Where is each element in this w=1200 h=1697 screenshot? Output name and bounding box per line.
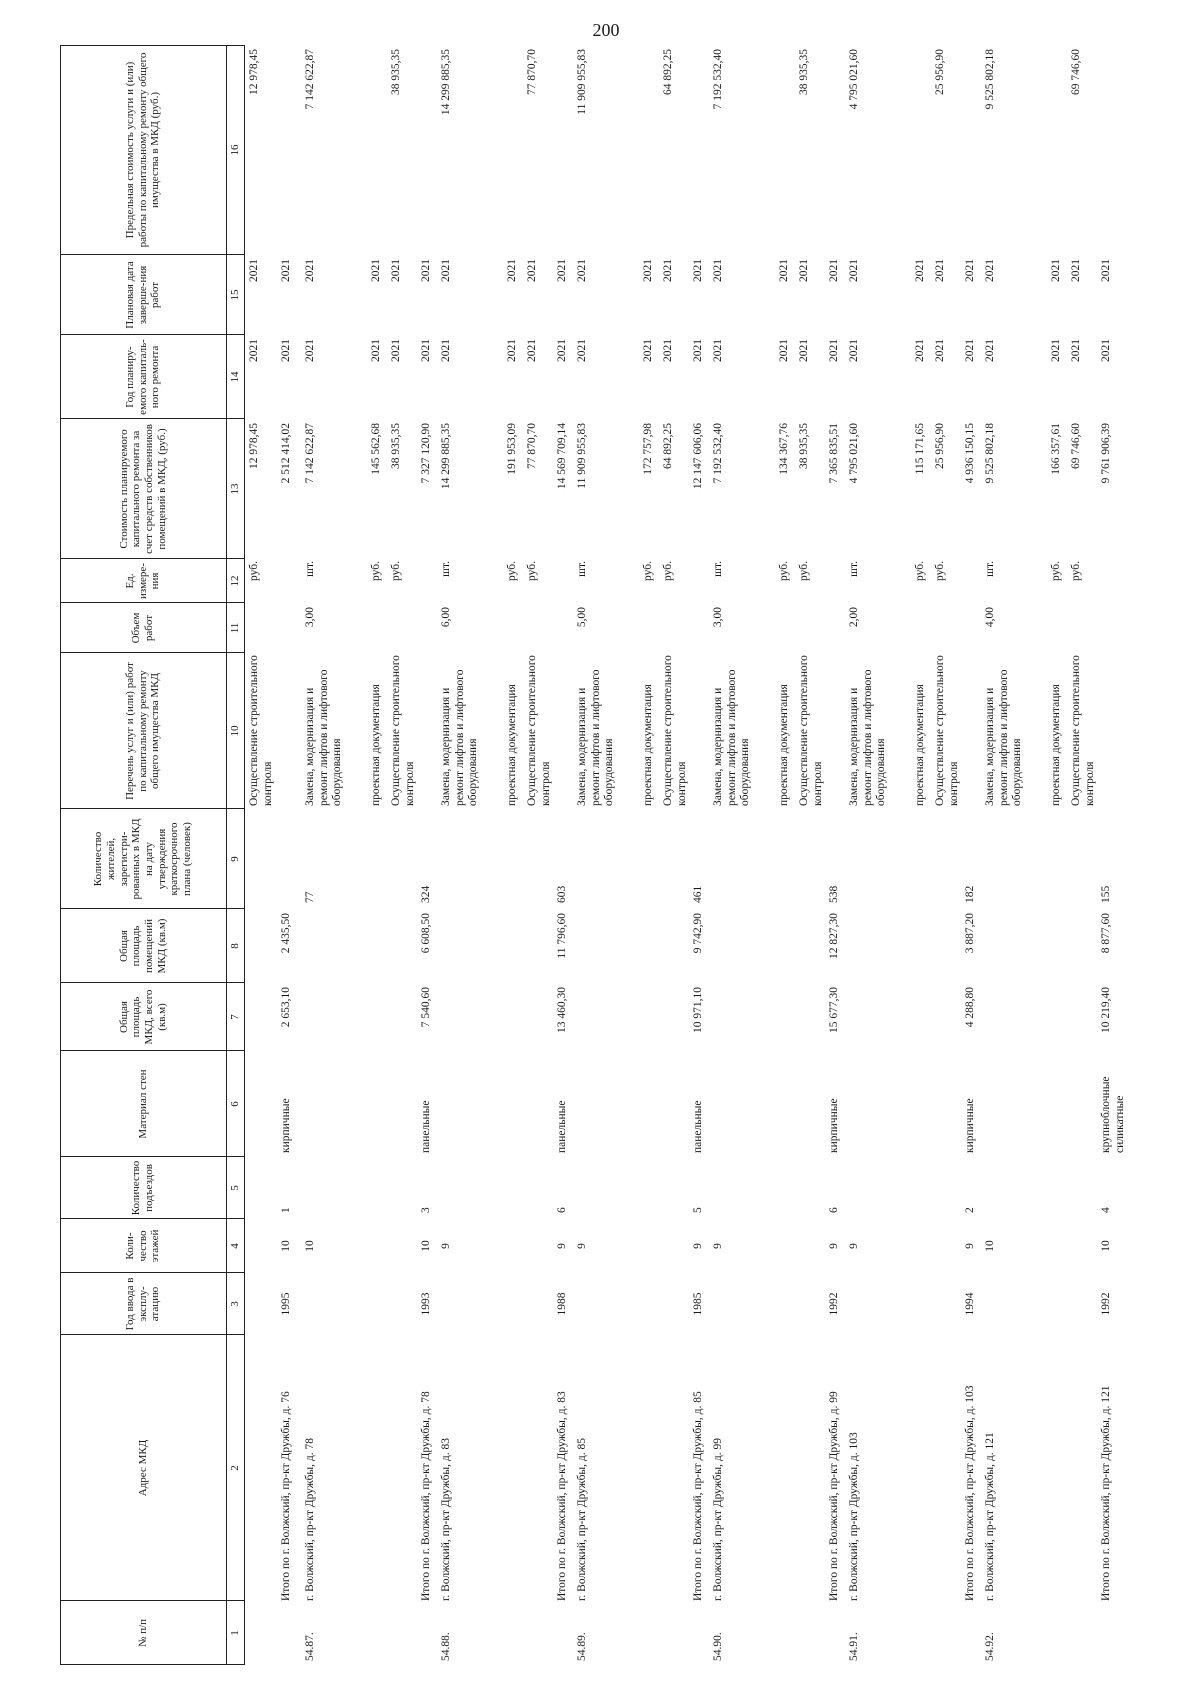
repair-year: 2021 bbox=[798, 339, 810, 362]
repair-year: 2021 bbox=[692, 339, 704, 362]
planned-cost: 25 956,90 bbox=[934, 423, 946, 469]
row-number: 54.88. bbox=[440, 1632, 452, 1661]
total-area: 2 653,10 bbox=[280, 987, 292, 1028]
max-cost: 7 192 532,40 bbox=[712, 49, 724, 110]
residents: 155 bbox=[1100, 885, 1112, 903]
work-volume: 5,00 bbox=[576, 607, 588, 628]
max-cost: 69 746,60 bbox=[1070, 49, 1082, 95]
planned-cost: 11 909 955,83 bbox=[576, 423, 588, 489]
work-item: Осуществление строительного контроля bbox=[934, 655, 960, 806]
header-residents: Количество жителей, зарегистри-рованных в МКД на дату утверждения краткосрочного плана (человек) bbox=[92, 818, 193, 900]
repair-year: 2021 bbox=[712, 339, 724, 362]
residents: 77 bbox=[304, 891, 316, 903]
completion-date: 2021 bbox=[712, 259, 724, 282]
planned-cost: 64 892,25 bbox=[662, 423, 674, 469]
address: Итого по г. Волжский, пр-кт Дружбы, д. 83 bbox=[556, 1391, 568, 1601]
row-number: 54.90. bbox=[712, 1632, 724, 1661]
max-cost: 7 142 622,87 bbox=[304, 49, 316, 110]
year-commissioned: 1995 bbox=[280, 1292, 292, 1316]
floors: 10 bbox=[984, 1240, 996, 1252]
work-item: Осуществление строительного контроля bbox=[1070, 655, 1096, 806]
floors: 9 bbox=[576, 1243, 588, 1249]
unit: руб. bbox=[934, 561, 946, 581]
wall-material: панельные bbox=[420, 1100, 432, 1153]
unit: руб. bbox=[506, 561, 518, 581]
entrances: 4 bbox=[1100, 1207, 1112, 1213]
completion-date: 2021 bbox=[556, 259, 568, 282]
entrances: 1 bbox=[280, 1207, 292, 1213]
header-premises-area: Общая площадь помещений МКД (кв.м) bbox=[117, 918, 168, 974]
entrances: 2 bbox=[964, 1207, 976, 1213]
address: Итого по г. Волжский, пр-кт Дружбы, д. 99 bbox=[828, 1391, 840, 1601]
year-commissioned: 1994 bbox=[964, 1292, 976, 1316]
unit: руб. bbox=[778, 561, 790, 581]
premises-area: 11 796,60 bbox=[556, 913, 568, 959]
wall-material: кирпичные bbox=[280, 1098, 292, 1153]
header-works-list: Перечень услуг и (или) работ по капитальному ремонту общего имущества МКД bbox=[124, 662, 162, 800]
completion-date: 2021 bbox=[506, 259, 518, 282]
work-item: проектная документация bbox=[506, 684, 518, 806]
entrances: 6 bbox=[828, 1207, 840, 1213]
completion-date: 2021 bbox=[420, 259, 432, 282]
unit: шт. bbox=[712, 561, 724, 577]
work-item: Замена, модернизация и ремонт лифтов и лифтового оборудования bbox=[984, 669, 1024, 806]
header-address: Адрес МКД bbox=[136, 1439, 149, 1497]
repair-year: 2021 bbox=[1050, 339, 1062, 362]
column-number: 7 bbox=[229, 1014, 241, 1020]
row-number: 54.87. bbox=[304, 1632, 316, 1661]
max-cost: 4 795 021,60 bbox=[848, 49, 860, 110]
unit: руб. bbox=[914, 561, 926, 581]
repair-year: 2021 bbox=[420, 339, 432, 362]
planned-cost: 4 936 150,15 bbox=[964, 423, 976, 484]
planned-cost: 134 367,76 bbox=[778, 423, 790, 475]
repair-year: 2021 bbox=[914, 339, 926, 362]
max-cost: 38 935,35 bbox=[390, 49, 402, 95]
column-number: 4 bbox=[229, 1243, 241, 1249]
work-item: Замена, модернизация и ремонт лифтов и лифтового оборудования bbox=[848, 669, 888, 806]
max-cost: 14 299 885,35 bbox=[440, 49, 452, 116]
unit: руб. bbox=[798, 561, 810, 581]
repair-year: 2021 bbox=[778, 339, 790, 362]
rotated-table-sheet bbox=[60, 45, 1200, 1665]
repair-year: 2021 bbox=[248, 339, 260, 362]
total-area: 4 288,80 bbox=[964, 987, 976, 1028]
work-item: проектная документация bbox=[778, 684, 790, 806]
completion-date: 2021 bbox=[914, 259, 926, 282]
premises-area: 6 608,50 bbox=[420, 913, 432, 954]
completion-date: 2021 bbox=[848, 259, 860, 282]
planned-cost: 7 192 532,40 bbox=[712, 423, 724, 484]
completion-date: 2021 bbox=[798, 259, 810, 282]
planned-cost: 69 746,60 bbox=[1070, 423, 1082, 469]
premises-area: 12 827,30 bbox=[828, 913, 840, 959]
year-commissioned: 1993 bbox=[420, 1292, 432, 1316]
floors: 9 bbox=[440, 1243, 452, 1249]
unit: руб. bbox=[370, 561, 382, 581]
header-entrances: Количество подъездов bbox=[130, 1160, 155, 1216]
completion-date: 2021 bbox=[1100, 259, 1112, 282]
column-number: 10 bbox=[229, 725, 241, 737]
premises-area: 3 887,20 bbox=[964, 913, 976, 954]
planned-cost: 38 935,35 bbox=[390, 423, 402, 469]
residents: 538 bbox=[828, 885, 840, 903]
completion-date: 2021 bbox=[248, 259, 260, 282]
total-area: 10 219,40 bbox=[1100, 987, 1112, 1033]
work-volume: 3,00 bbox=[712, 607, 724, 628]
planned-cost: 9 761 906,39 bbox=[1100, 423, 1112, 484]
unit: шт. bbox=[848, 561, 860, 577]
address: г. Волжский, пр-кт Дружбы, д. 83 bbox=[440, 1438, 452, 1601]
repair-year: 2021 bbox=[848, 339, 860, 362]
repair-year: 2021 bbox=[440, 339, 452, 362]
capital-repair-table bbox=[60, 45, 1200, 1665]
column-number: 13 bbox=[229, 483, 241, 495]
entrances: 3 bbox=[420, 1207, 432, 1213]
year-commissioned: 1988 bbox=[556, 1292, 568, 1316]
unit: руб. bbox=[390, 561, 402, 581]
planned-cost: 38 935,35 bbox=[798, 423, 810, 469]
header-wall-material: Материал стен bbox=[136, 1069, 149, 1139]
address: Итого по г. Волжский, пр-кт Дружбы, д. 78 bbox=[420, 1391, 432, 1601]
entrances: 5 bbox=[692, 1207, 704, 1213]
floors: 9 bbox=[692, 1243, 704, 1249]
completion-date: 2021 bbox=[1070, 259, 1082, 282]
address: г. Волжский, пр-кт Дружбы, д. 121 bbox=[984, 1432, 996, 1601]
completion-date: 2021 bbox=[576, 259, 588, 282]
column-number: 2 bbox=[229, 1465, 241, 1471]
repair-year: 2021 bbox=[576, 339, 588, 362]
header-max-cost: Предельная стоимость услуги и (или) работы по капитальному ремонту общего имущества в МКД (руб.) bbox=[124, 52, 162, 248]
planned-cost: 2 512 414,02 bbox=[280, 423, 292, 484]
floors: 9 bbox=[964, 1243, 976, 1249]
wall-material: панельные bbox=[556, 1100, 568, 1153]
completion-date: 2021 bbox=[440, 259, 452, 282]
repair-year: 2021 bbox=[964, 339, 976, 362]
work-item: Замена, модернизация и ремонт лифтов и лифтового оборудования bbox=[304, 669, 344, 806]
repair-year: 2021 bbox=[556, 339, 568, 362]
floors: 10 bbox=[1100, 1240, 1112, 1252]
work-item: Замена, модернизация и ремонт лифтов и лифтового оборудования bbox=[440, 669, 480, 806]
max-cost: 64 892,25 bbox=[662, 49, 674, 95]
completion-date: 2021 bbox=[370, 259, 382, 282]
work-volume: 3,00 bbox=[304, 607, 316, 628]
address: г. Волжский, пр-кт Дружбы, д. 78 bbox=[304, 1438, 316, 1601]
planned-cost: 7 142 622,87 bbox=[304, 423, 316, 484]
repair-year: 2021 bbox=[1070, 339, 1082, 362]
wall-material: панельные bbox=[692, 1100, 704, 1153]
completion-date: 2021 bbox=[934, 259, 946, 282]
planned-cost: 172 757,98 bbox=[642, 423, 654, 475]
repair-year: 2021 bbox=[662, 339, 674, 362]
unit: руб. bbox=[248, 561, 260, 581]
planned-cost: 191 953,09 bbox=[506, 423, 518, 475]
year-commissioned: 1985 bbox=[692, 1292, 704, 1316]
repair-year: 2021 bbox=[304, 339, 316, 362]
total-area: 10 971,10 bbox=[692, 987, 704, 1033]
work-item: Замена, модернизация и ремонт лифтов и лифтового оборудования bbox=[576, 669, 616, 806]
completion-date: 2021 bbox=[984, 259, 996, 282]
work-item: Осуществление строительного контроля bbox=[662, 655, 688, 806]
planned-cost: 12 147 606,06 bbox=[692, 423, 704, 490]
header-work-volume: Объем работ bbox=[130, 612, 155, 644]
max-cost: 25 956,90 bbox=[934, 49, 946, 95]
completion-date: 2021 bbox=[692, 259, 704, 282]
planned-cost: 166 357,61 bbox=[1050, 423, 1062, 475]
work-item: проектная документация bbox=[1050, 684, 1062, 806]
completion-date: 2021 bbox=[390, 259, 402, 282]
header-repair-year: Год планиру-емого капиталь-ного ремонта bbox=[124, 339, 162, 415]
column-number: 12 bbox=[229, 575, 241, 587]
premises-area: 9 742,90 bbox=[692, 913, 704, 954]
floors: 9 bbox=[848, 1243, 860, 1249]
wall-material: кирпичные bbox=[964, 1098, 976, 1153]
unit: шт. bbox=[984, 561, 996, 577]
year-commissioned: 1992 bbox=[828, 1292, 840, 1316]
header-unit: Ед. измере-ния bbox=[124, 563, 162, 599]
header-completion-date: Плановая дата заверше-ния работ bbox=[124, 261, 162, 329]
work-item: Замена, модернизация и ремонт лифтов и лифтового оборудования bbox=[712, 669, 752, 806]
column-number: 3 bbox=[229, 1301, 241, 1307]
residents: 182 bbox=[964, 885, 976, 903]
floors: 9 bbox=[828, 1243, 840, 1249]
planned-cost: 14 569 709,14 bbox=[556, 423, 568, 490]
column-number: 5 bbox=[229, 1185, 241, 1191]
address: Итого по г. Волжский, пр-кт Дружбы, д. 85 bbox=[692, 1391, 704, 1601]
floors: 10 bbox=[420, 1240, 432, 1252]
residents: 324 bbox=[420, 885, 432, 903]
planned-cost: 115 171,65 bbox=[914, 423, 926, 475]
column-number: 16 bbox=[229, 144, 241, 156]
work-volume: 4,00 bbox=[984, 607, 996, 628]
column-number: 14 bbox=[229, 371, 241, 383]
repair-year: 2021 bbox=[984, 339, 996, 362]
page-number: 200 bbox=[592, 20, 620, 40]
total-area: 15 677,30 bbox=[828, 987, 840, 1033]
address: Итого по г. Волжский, пр-кт Дружбы, д. 121 bbox=[1100, 1385, 1112, 1601]
unit: руб. bbox=[662, 561, 674, 581]
wall-material: крупноблочные силикатные bbox=[1100, 1076, 1126, 1153]
planned-cost: 77 870,70 bbox=[526, 423, 538, 469]
address: Итого по г. Волжский, пр-кт Дружбы, д. 76 bbox=[280, 1391, 292, 1601]
floors: 10 bbox=[304, 1240, 316, 1252]
unit: шт. bbox=[304, 561, 316, 577]
header-planned-cost: Стоимость планируемого капитального ремонта за счет средств собственников помещений в МКД, (руб.) bbox=[117, 424, 168, 554]
repair-year: 2021 bbox=[934, 339, 946, 362]
repair-year: 2021 bbox=[1100, 339, 1112, 362]
entrances: 6 bbox=[556, 1207, 568, 1213]
completion-date: 2021 bbox=[1050, 259, 1062, 282]
column-number: 6 bbox=[229, 1101, 241, 1107]
repair-year: 2021 bbox=[506, 339, 518, 362]
unit: шт. bbox=[440, 561, 452, 577]
unit: руб. bbox=[1050, 561, 1062, 581]
premises-area: 8 877,60 bbox=[1100, 913, 1112, 954]
unit: руб. bbox=[1070, 561, 1082, 581]
header-total-area: Общая площадь МКД, всего (кв.м) bbox=[117, 989, 168, 1045]
repair-year: 2021 bbox=[280, 339, 292, 362]
repair-year: 2021 bbox=[390, 339, 402, 362]
address: Итого по г. Волжский, пр-кт Дружбы, д. 103 bbox=[964, 1385, 976, 1601]
completion-date: 2021 bbox=[662, 259, 674, 282]
header-divider bbox=[226, 45, 227, 1665]
total-area: 13 460,30 bbox=[556, 987, 568, 1033]
column-number: 1 bbox=[229, 1630, 241, 1636]
work-item: Осуществление строительного контроля bbox=[526, 655, 552, 806]
planned-cost: 7 327 120,90 bbox=[420, 423, 432, 484]
header-floors: Коли-чество этажей bbox=[124, 1229, 162, 1263]
floors: 9 bbox=[712, 1243, 724, 1249]
unit: шт. bbox=[576, 561, 588, 577]
header-bottom-border bbox=[244, 45, 245, 1665]
completion-date: 2021 bbox=[778, 259, 790, 282]
max-cost: 11 909 955,83 bbox=[576, 49, 588, 115]
completion-date: 2021 bbox=[280, 259, 292, 282]
address: г. Волжский, пр-кт Дружбы, д. 103 bbox=[848, 1432, 860, 1601]
floors: 10 bbox=[280, 1240, 292, 1252]
residents: 461 bbox=[692, 885, 704, 903]
year-commissioned: 1992 bbox=[1100, 1292, 1112, 1316]
work-item: Осуществление строительного контроля bbox=[390, 655, 416, 806]
unit: руб. bbox=[642, 561, 654, 581]
repair-year: 2021 bbox=[370, 339, 382, 362]
planned-cost: 7 365 835,51 bbox=[828, 423, 840, 484]
planned-cost: 4 795 021,60 bbox=[848, 423, 860, 484]
work-item: проектная документация bbox=[914, 684, 926, 806]
planned-cost: 12 978,45 bbox=[248, 423, 260, 469]
work-item: проектная документация bbox=[370, 684, 382, 806]
completion-date: 2021 bbox=[964, 259, 976, 282]
work-volume: 2,00 bbox=[848, 607, 860, 628]
completion-date: 2021 bbox=[304, 259, 316, 282]
total-area: 7 540,60 bbox=[420, 987, 432, 1028]
work-volume: 6,00 bbox=[440, 607, 452, 628]
unit: руб. bbox=[526, 561, 538, 581]
header-year-commissioned: Год ввода в эксплу-атацию bbox=[124, 1277, 162, 1331]
header-row-number: № п/п bbox=[136, 1618, 149, 1648]
planned-cost: 9 525 802,18 bbox=[984, 423, 996, 484]
max-cost: 77 870,70 bbox=[526, 49, 538, 95]
planned-cost: 145 562,68 bbox=[370, 423, 382, 475]
completion-date: 2021 bbox=[828, 259, 840, 282]
repair-year: 2021 bbox=[526, 339, 538, 362]
completion-date: 2021 bbox=[642, 259, 654, 282]
max-cost: 12 978,45 bbox=[248, 49, 260, 95]
max-cost: 38 935,35 bbox=[798, 49, 810, 95]
repair-year: 2021 bbox=[642, 339, 654, 362]
column-number: 11 bbox=[229, 622, 241, 634]
column-number: 15 bbox=[229, 289, 241, 301]
row-number: 54.91. bbox=[848, 1632, 860, 1661]
address: г. Волжский, пр-кт Дружбы, д. 85 bbox=[576, 1438, 588, 1601]
floors: 9 bbox=[556, 1243, 568, 1249]
work-item: Осуществление строительного контроля bbox=[248, 655, 274, 806]
work-item: проектная документация bbox=[642, 684, 654, 806]
repair-year: 2021 bbox=[828, 339, 840, 362]
residents: 603 bbox=[556, 885, 568, 903]
column-number: 9 bbox=[229, 856, 241, 862]
address: г. Волжский, пр-кт Дружбы, д. 99 bbox=[712, 1438, 724, 1601]
completion-date: 2021 bbox=[526, 259, 538, 282]
work-item: Осуществление строительного контроля bbox=[798, 655, 824, 806]
row-number: 54.89. bbox=[576, 1632, 588, 1661]
planned-cost: 14 299 885,35 bbox=[440, 423, 452, 490]
row-number: 54.92. bbox=[984, 1632, 996, 1661]
column-number: 8 bbox=[229, 943, 241, 949]
max-cost: 9 525 802,18 bbox=[984, 49, 996, 110]
premises-area: 2 435,50 bbox=[280, 913, 292, 954]
wall-material: кирпичные bbox=[828, 1098, 840, 1153]
